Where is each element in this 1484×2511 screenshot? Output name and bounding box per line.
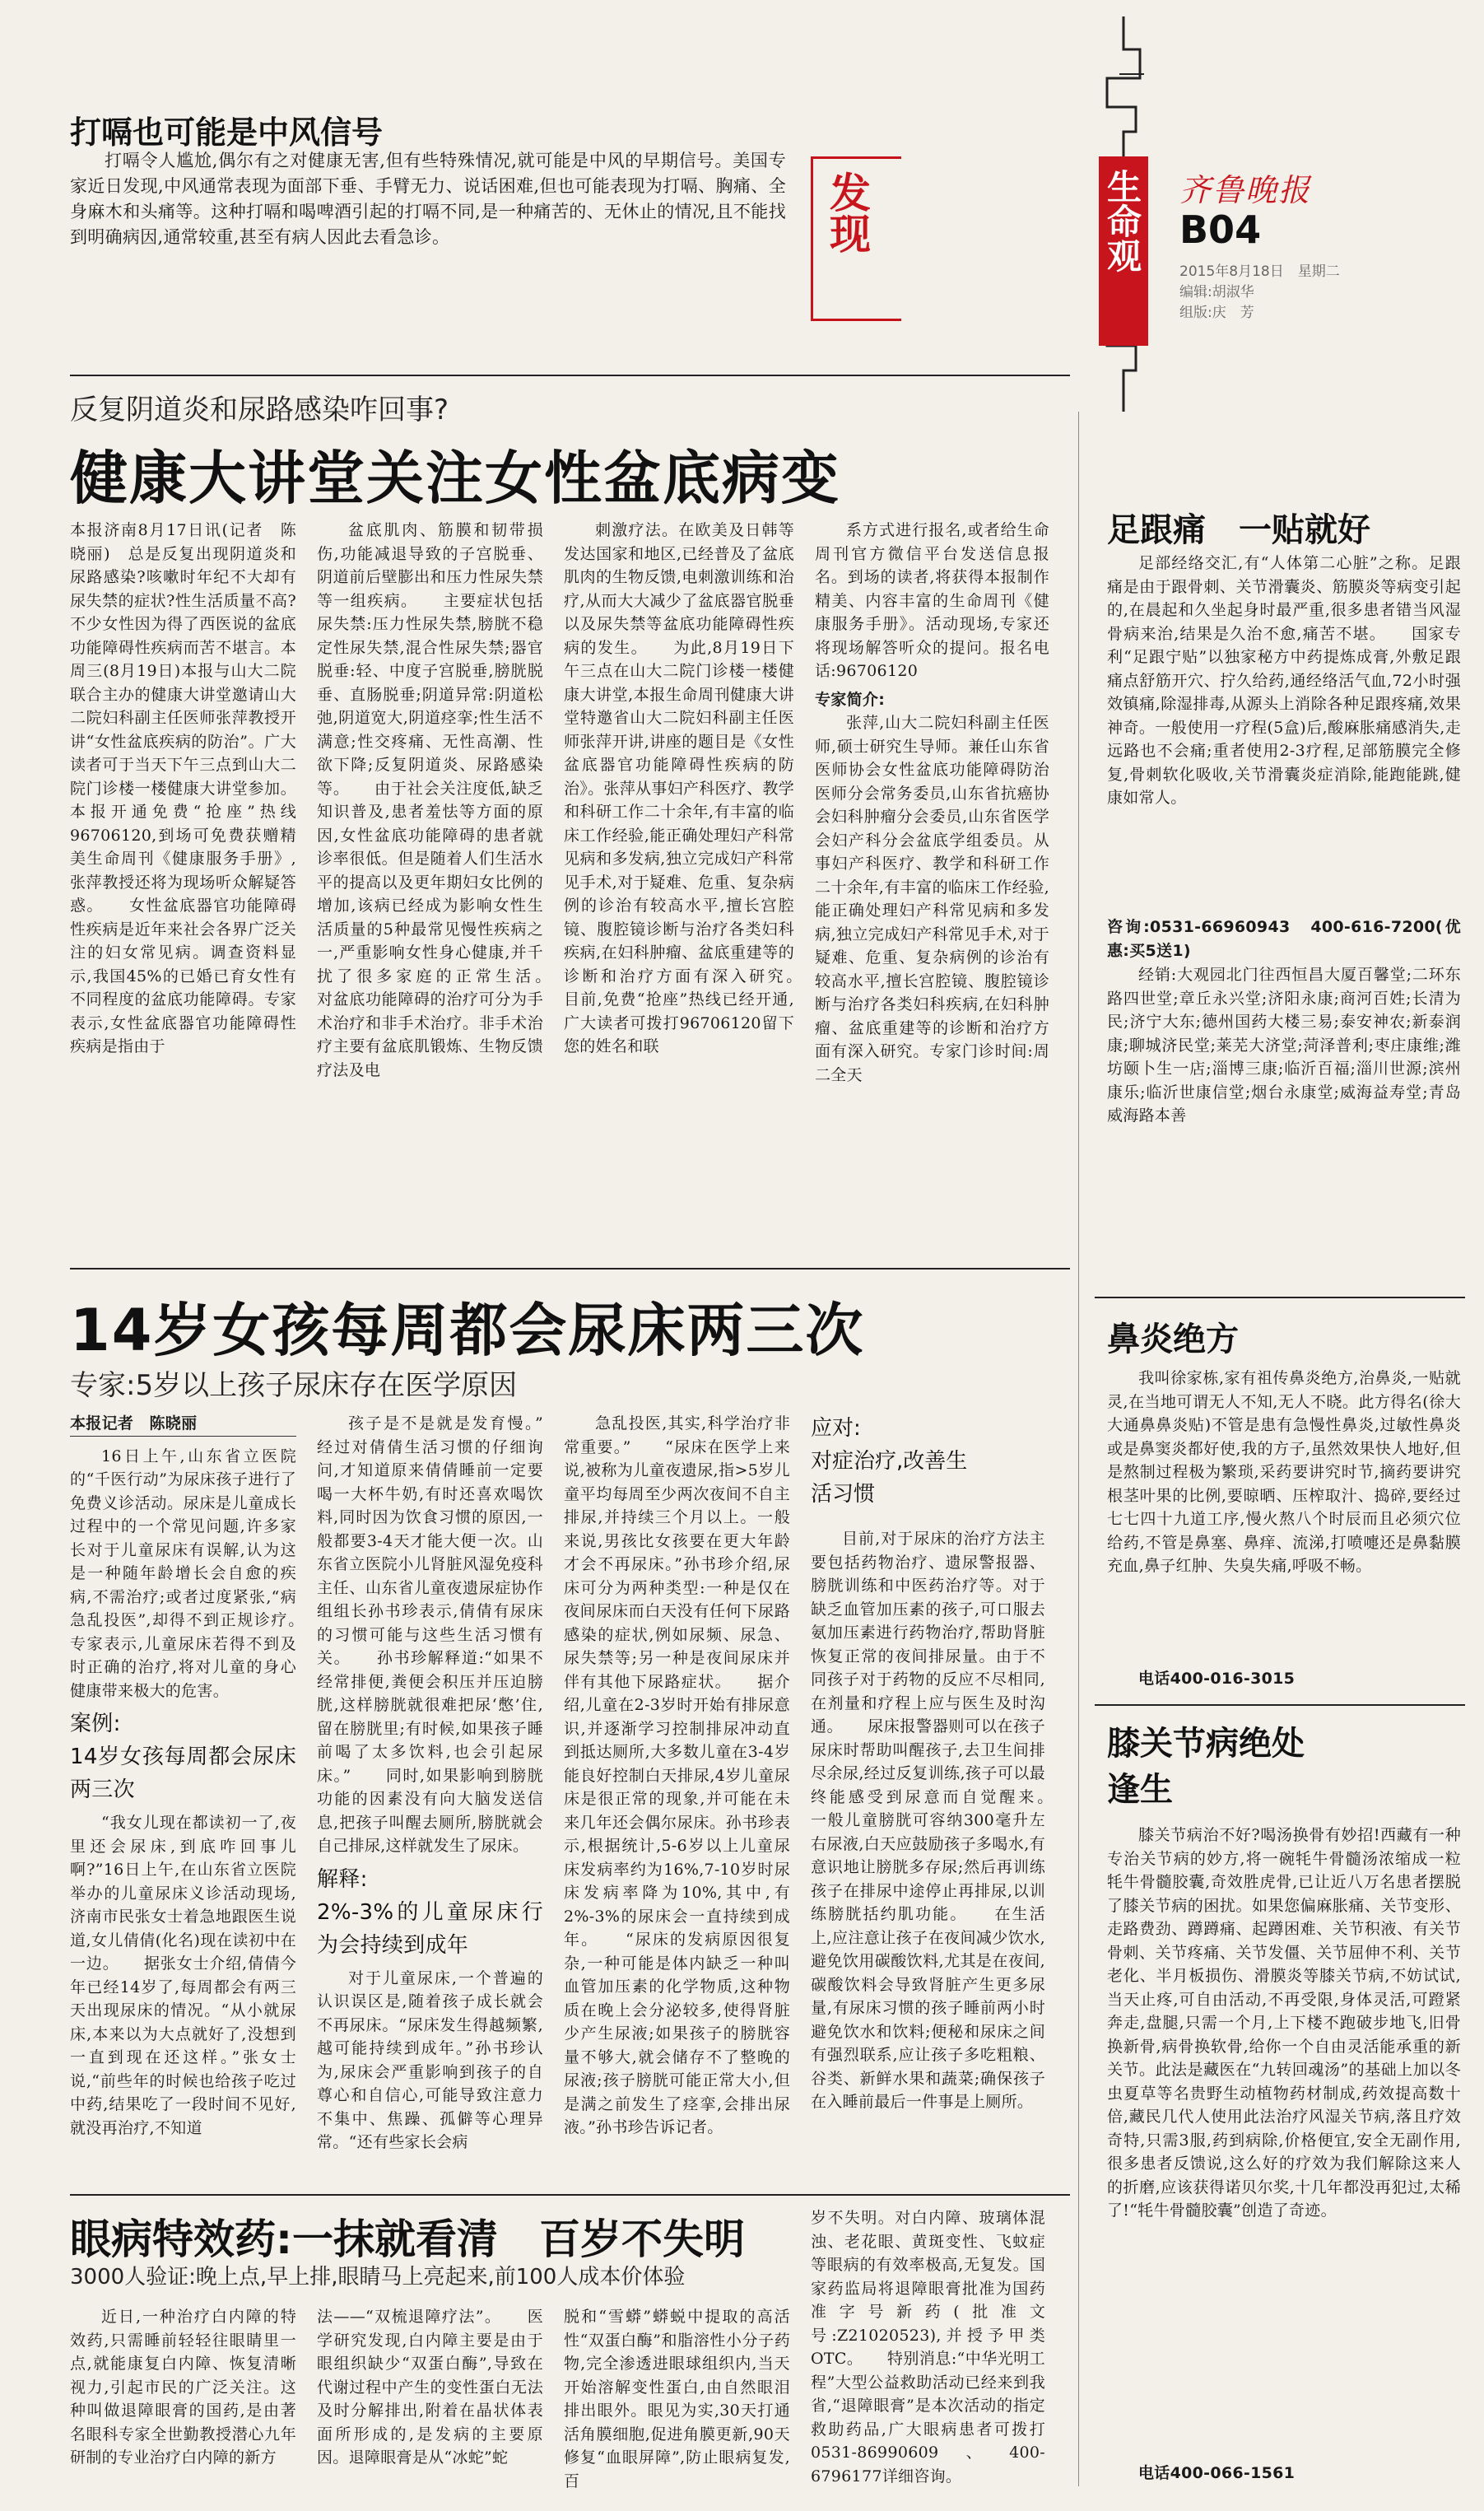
article2-col3: 急乱投医,其实,科学治疗非常重要。” “尿床在医学上来说,被称为儿童夜遗尿,指>5岁儿童平均每周至少两次夜间不自主排尿,并持续三个月以上。一般来说,男孩比女孩要在更大年龄才会不再尿床。”孙书珍介绍,尿床可分为两种类型:一种是仅在夜间尿床而白天没有任何下尿路感染的症状,例如尿频、尿急、尿失禁等;另一种是夜间尿床并伴有其他下尿路症状。 据介绍,儿童在2-3岁时开始有排尿意识,并逐渐学习控制排尿冲动直到抵达厕所,大多数儿童在3-4岁能良好控制白天排尿,4岁儿童尿床是很正常的现象,并可能在未来几年还会偶尔尿床。孙书珍表示,根据统计,5-6岁以上儿童尿床发病率约为16%,7-10岁时尿床发病率降为10%,其中,有2%-3%的尿床会一直持续到成年。 “尿床的发病原因很复杂,一种可能是体内缺乏一种叫血管加压素的化学物质,这种物质在晚上会分泌较多,使得肾脏少产生尿液;如果孩子的膀胱容量不够大,就会储存不了整晚的尿液;孩子膀胱可能正常大小,但是满之前发生了痉挛,会排出尿液。”孙书珍告诉记者。	[564, 1414, 790, 2136]
faxian-paragraph: 打嗝令人尴尬,偶尔有之对健康无害,但有些特殊情况,就可能是中风的早期信号。美国专家近日发现,中风通常表现为面部下垂、手臂无力、说话困难,但也可能表现为打嗝、胸痛、全身麻木和头痛等。这种打嗝和喝啤酒引起的打嗝不同,是一种痛苦的、无休止的情况,且不能找到明确病因,通常较重,甚至有病人因此去看急诊。	[70, 151, 786, 247]
article3-col3: 脱和“雪蟒”蟒蜕中提取的高活性“双蛋白酶”和脂溶性小分子药物,完全渗透进眼球组织内,当天开始溶解变性蛋白,由自然眼泪排出眼外。眼见为实,30天打通活角膜细胞,促进角膜更新,90天修复“血眼屏障”,防止眼病复发,百	[564, 2308, 790, 2490]
expert-label: 专家简介:	[815, 690, 886, 709]
issue-date: 2015年8月18日 星期二	[1179, 263, 1340, 280]
article2-subtitle: 专家:5岁以上孩子尿床存在医学原因	[70, 1369, 518, 1402]
divider	[70, 1268, 1070, 1269]
sidebar-divider	[1078, 412, 1079, 2486]
divider	[1095, 1704, 1465, 1706]
article1-title: 健康大讲堂关注女性盆底病变	[70, 445, 840, 512]
side1-title: 足跟痛 一贴就好	[1107, 511, 1370, 549]
case-label: 案例:	[70, 1712, 121, 1736]
article3-title: 眼病特效药:一抹就看清 百岁不失明	[70, 2215, 745, 2263]
article2-col2: 孩子是不是就是发育慢。” 经过对倩倩生活习惯的仔细询问,才知道原来倩倩睡前一定要喝一大杯牛奶,有时还喜欢喝饮料,同时因为饮食习惯的原因,一般都要3-4天才能大便一次。山东省立医院小儿肾脏风湿免疫科主任、山东省儿童夜遗尿症协作组组长孙书珍表示,倩倩有尿床的习惯可能与这些生活习惯有关。 孙书珍解释道:“如果不经常排便,粪便会积压并压迫膀胱,这样膀胱就很难把尿‘憋’住,留在膀胱里;有时候,如果孩子睡前喝了太多饮料,也会引起尿床。” 同时,如果影响到膀胱功能的因素没有向大脑发送信息,把孩子叫醒去厕所,膀胱就会自己排尿,这样就发生了尿床。 解释: 2%-3%的儿童尿床行为会持续到成年 对于儿童尿床,一个普遍的认识误区是,随着孩子成长就会不再尿床。“尿床发生得越频繁,越可能持续到成年。”孙书珍认为,尿床会严重影响到孩子的自尊心和自信心,可能导致注意力不集中、焦躁、孤僻等心理异常。“还有些家长会病	[317, 1414, 543, 2151]
article1-col4: 系方式进行报名,或者给生命周刊官方微信平台发送信息报名。到场的读者,将获得本报制作精美、内容丰富的生命周刊《健康服务手册》。活动现场,专家还将现场解答听众的提问。报名电话:96706120 专家简介: 张萍,山大二院妇科副主任医师,硕士研究生导师。兼任山东省医师协会女性盆底功能障碍防治医师分会常务委员,山东省抗癌协会妇科肿瘤分会委员,山东省医学会妇产科分会盆底学组委员。从事妇产科医疗、教学和科研工作二十余年,有丰富的临床工作经验,能正确处理妇产科常见病和多发病,独立完成妇产科常见手术,对于疑难、危重、复杂病例的诊治有较高水平,擅长宫腔镜、腹腔镜诊断与治疗各类妇科疾病,在妇科肿瘤、盆底重建等的诊断和治疗方面有深入研究。专家门诊时间:周二全天	[815, 521, 1049, 1084]
paper-logo: 齐鲁晚报	[1179, 172, 1312, 208]
side1-shops: 经销:大观园北门往西恒昌大厦百馨堂;二环东路四世堂;章丘永兴堂;济阳永康;商河百姓;长清为民;济宁大东;德州国药大楼三易;泰安神农;新泰润康;聊城济民堂;莱芜大济堂;菏泽普利;枣庄康维;潍坊颐卜生一店;淄博三康;临沂百福;淄川世源;滨州康乐;临沂世康信堂;烟台永康堂;威海益寿堂;青岛威海路本善	[1107, 966, 1461, 1125]
faxian-tag-label: 发现	[823, 171, 872, 254]
side2-title: 鼻炎绝方	[1107, 1321, 1239, 1358]
side2-body: 我叫徐家栋,家有祖传鼻炎绝方,治鼻炎,一贴就灵,在当地可谓无人不知,无人不晓。此方得名(徐大大通鼻鼻炎贴)不管是患有急慢性鼻炎,过敏性鼻炎或是鼻窦炎都好使,我的方子,虽然效果快人地好,但是熬制过程极为繁琐,采药要讲究时节,摘药要讲究根茎叶果的比例,要晾晒、压榨取汁、捣碎,要经过七七四十九道工序,慢火熬八个时辰而且必须穴位给药,不管是鼻塞、鼻痒、流涕,打喷嚏还是鼻黏膜充血,鼻子红肿、失臭失痛,呼吸不畅。	[1107, 1369, 1461, 1575]
faxian-tag	[811, 156, 901, 321]
article3-col2: 法——“双梳退障疗法”。 医学研究发现,白内障主要是由于眼组织缺少“双蛋白酶”,导致在代谢过程中产生的变性蛋白无法及时分解排出,附着在晶状体表面所形成的,是发病的主要原因。退障眼膏是从“冰蛇”蛇	[317, 2308, 543, 2467]
divider	[70, 375, 1070, 376]
side3-title: 膝关节病绝处逢生	[1107, 1725, 1305, 1809]
article3-col4: 岁不失明。对白内障、玻璃体混浊、老花眼、黄斑变性、飞蚊症等眼病的有效率极高,无复发。国家药监局将退障眼膏批准为国药准字号新药(批准文号:Z21020523),并授予甲类OTC。 特别消息:“中华光明工程”大型公益救助活动已经来到我省,“退障眼膏”是本次活动的指定救助药品,广大眼病患者可拨打0531-86990609、400-6796177详细咨询。	[811, 2209, 1045, 2485]
side3-phone: 电话400-066-1561	[1138, 2464, 1296, 2482]
explain-title: 2%-3%的儿童尿床行为会持续到成年	[317, 1899, 543, 1958]
explain-label: 解释:	[317, 1866, 368, 1892]
response-box	[811, 1412, 1049, 1511]
side1-phone: 咨询:0531-66960943 400-616-7200(优惠:买5送1)	[1107, 918, 1461, 960]
response-label: 应对:	[811, 1416, 861, 1441]
article2-col1: 本报记者 陈晓丽 16日上午,山东省立医院的“千医行动”为尿床孩子进行了免费义诊活动。尿床是儿童成长过程中的一个常见问题,许多家长对于儿童尿床有误解,认为这是一种随年龄增长会自愈的疾病,不需治疗;或者过度紧张,“病急乱投医”,却得不到正规诊疗。 专家表示,儿童尿床若得不到及时正确的治疗,将对儿童的身心健康带来极大的危害。 案例: 14岁女孩每周都会尿床两三次 “我女儿现在都读初一了,夜里还会尿床,到底咋回事儿啊?”16日上午,在山东省立医院举办的儿童尿床义诊活动现场,济南市民张女士着急地跟医生说道,女儿倩倩(化名)现在读初中在一边。 据张女士介绍,倩倩今年已经14岁了,每周都会有两三天出现尿床的情况。“从小就尿床,本来以为大点就好了,没想到一直到现在还这样。”张女士说,“前些年的时候也给孩子吃过中药,结果吃了一段时间不见好,就没再治疗,不知道	[70, 1412, 296, 2186]
faxian-body	[70, 148, 786, 250]
side3-body: 膝关节病治不好?喝汤换骨有妙招!西藏有一种专治关节病的妙方,将一碗牦牛骨髓汤浓缩成一粒牦牛骨髓胶囊,奇效胜虎骨,已让近八万名患者摆脱了膝关节病的困扰。如果您偏麻胀痛、关节变形、走路费劲、蹲蹲痛、起蹲困难、关节积液、有关节骨刺、关节疼痛、关节发僵、关节屈伸不利、关节老化、半月板损伤、滑膜炎等膝关节病,不妨试试,当天止疼,可自由活动,不再受限,身体灵活,可蹬紧奔走,盘腿,只需一个月,上下楼不跑破步地飞,旧骨换新骨,病骨换软骨,给你一个自由灵活能承重的新关节。此法是藏医在“九转回魂汤”的基础上加以冬虫夏草等名贵野生动植物药材制成,药效提高数十倍,藏民几代人使用此法治疗风湿关节病,落且疗效奇特,只需3服,药到病除,价格便宜,安全无副作用,很多患者反馈说,这么好的疗效为我们解除这来人的折磨,应该获得诺贝尔奖,十几年都没再犯过,太稀了!“牦牛骨髓胶囊”创造了奇迹。	[1107, 1826, 1461, 2220]
page-number: B04	[1179, 207, 1262, 252]
divider	[1095, 1297, 1465, 1298]
editor-credit: 编辑:胡淑华	[1179, 284, 1254, 300]
designer-credit: 组版:庆 芳	[1179, 305, 1254, 321]
article1-col2: 盆底肌肉、筋膜和韧带损伤,功能减退导致的子宫脱垂、阴道前后壁膨出和压力性尿失禁等一组疾病。 主要症状包括尿失禁:压力性尿失禁,膀胱不稳定性尿失禁,混合性尿失禁;器官脱垂:轻、中度子宫脱垂,膀胱脱垂、直肠脱垂;阴道异常:阴道松弛,阴道宽大,阴道痉挛;性生活不满意;性交疼痛、无性高潮、性欲下降;反复阴道炎、尿路感染等。 由于社会关注度低,缺乏知识普及,患者羞怯等方面的原因,女性盆底功能障碍的患者就诊率很低。但是随着人们生活水平的提高以及更年期妇女比例的增加,该病已经成为影响女性生活质量的5种最常见慢性疾病之一,严重影响女性身心健康,并千扰了很多家庭的正常生活。 对盆底功能障碍的治疗可分为手术治疗和非手术治疗。非手术治疗主要有盆底肌锻炼、生物反馈疗法及电	[317, 521, 543, 1079]
side1-body: 足部经络交汇,有“人体第二心脏”之称。足跟痛是由于跟骨刺、关节滑囊炎、筋膜炎等病变引起的,在晨起和久坐起身时最严重,很多患者错当风湿骨病来治,结果是久治不愈,痛苦不堪。 国家专利“足跟宁贴”以独家秘方中药提炼成膏,外敷足跟痛点舒筋开穴、拧久给药,通经络活气血,72小时强效镇痛,除湿排毒,从源头上消除各种足跟疼痛,效果神奇。一般使用一疗程(5盒)后,酸麻胀痛感消失,走远路也不会痛;重者使用2-3疗程,足部筋膜完全修复,骨刺软化吸收,关节滑囊炎症消除,能跑能跳,健康如常人。	[1107, 554, 1461, 807]
article2-col4: 目前,对于尿床的治疗方法主要包括药物治疗、遗尿警报器、膀胱训练和中医药治疗等。对于缺乏血管加压素的孩子,可口服去氨加压素进行药物治疗,帮助肾脏恢复正常的夜间排尿量。由于不同孩子对于药物的反应不尽相同,在剂量和疗程上应与医生及时沟通。 尿床报警器则可以在孩子尿床时帮助叫醒孩子,去卫生间排尽余尿,经过反复训练,孩子可以最终能感受到尿意而自觉醒来。 一般儿童膀胱可容纳300毫升左右尿液,白天应鼓励孩子多喝水,有意识地让膀胱多存尿;然后再训练孩子在排尿中途停止再排尿,以训练膀胱括约肌功能。 在生活上,应注意让孩子在夜间减少饮水,避免饮用碳酸饮料,尤其是在夜间,碳酸饮料会导致肾脏产生更多尿量,有尿床习惯的孩子睡前两小时避免饮水和饮料;便秘和尿床之间有强烈联系,应让孩子多吃粗粮、谷类、新鲜水果和蔬菜;确保孩子在入睡前最后一件事是上厕所。	[811, 1530, 1045, 2111]
article1-col3: 刺激疗法。在欧美及日韩等发达国家和地区,已经普及了盆底肌肉的生物反馈,电刺激训练和治疗,从而大大减少了盆底器官脱垂以及尿失禁等盆底功能障碍性疾病的发生。 为此,8月19日下午三点在山大二院门诊楼一楼健康大讲堂,本报生命周刊健康大讲堂特邀省山大二院妇科副主任医师张萍开讲,讲座的题目是《女性盆底器官功能障碍性疾病的防治》。张萍从事妇产科医疗、教学和科研工作二十余年,有丰富的临床工作经验,能正确处理妇产科常见病和多发病,独立完成妇产科常见手术,对于疑难、危重、复杂病例的诊治有较高水平,擅长宫腔镜、腹腔镜诊断与治疗各类妇科疾病,在妇科肿瘤、盆底重建等的诊断和治疗方面有深入研究。 目前,免费“抢座”热线已经开通,广大读者可拨打96706120留下您的姓名和联	[564, 521, 794, 1055]
article1-col1: 本报济南8月17日讯(记者 陈晓丽) 总是反复出现阴道炎和尿路感染?咳嗽时年纪不大却有尿失禁的症状?性生活质量不高?不少女性因为得了西医说的盆底功能障碍性疾病而苦不堪言。本周三(8月19日)本报与山大二院联合主办的健康大讲堂邀请山大二院妇科副主任医师张萍教授开讲“女性盆底疾病的防治”。广大读者可于当天下午三点到山大二院门诊楼一楼健康大讲堂参加。本报开通免费“抢座”热线96706120,到场可免费获赠精美生命周刊《健康服务手册》,张萍教授还将为现场听众解疑答惑。 女性盆底器官功能障碍性疾病是近年来社会各界广泛关注的妇女常见病。调查资料显示,我国45%的已婚已育女性有不同程度的盆底功能障碍。专家表示,女性盆底器官功能障碍性疾病是指由于	[70, 521, 296, 1055]
article2-title: 14岁女孩每周都会尿床两三次	[70, 1297, 865, 1364]
article1-kicker: 反复阴道炎和尿路感染咋回事?	[70, 394, 449, 426]
article3-subtitle: 3000人验证:晚上点,早上排,眼睛马上亮起来,前100人成本价体验	[70, 2265, 686, 2290]
case-title: 14岁女孩每周都会尿床两三次	[70, 1745, 296, 1802]
faxian-title: 打嗝也可能是中风信号	[70, 114, 384, 151]
response-title: 对症治疗,改善生活习惯	[811, 1449, 968, 1507]
article2-byline: 本报记者 陈晓丽	[70, 1412, 296, 1437]
side2-phone: 电话400-016-3015	[1138, 1670, 1296, 1688]
article3-col1: 近日,一种治疗白内障的特效药,只需睡前轻轻往眼睛里一点,就能康复白内障、恢复清晰视力,引起市民的广泛关注。这种叫做退障眼膏的国药,是由著名眼科专家全世勤教授潜心九年研制的专业治疗白内障的新方	[70, 2308, 296, 2467]
divider	[70, 2194, 1070, 2196]
masthead	[1099, 16, 1469, 412]
section-title: 生命观	[1102, 169, 1142, 273]
